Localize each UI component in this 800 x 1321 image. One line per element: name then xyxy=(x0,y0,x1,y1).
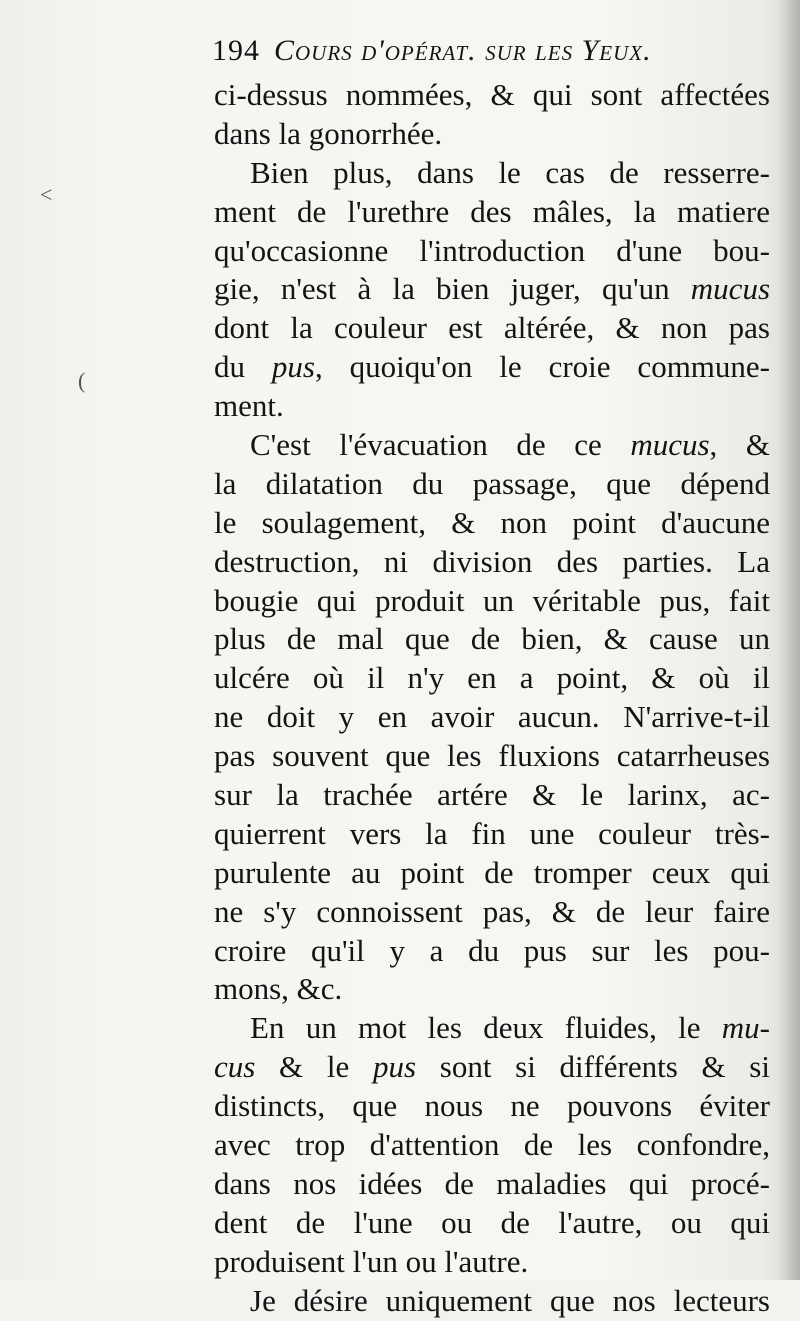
text-line: dans la gonorrhée. xyxy=(214,115,443,151)
running-head xyxy=(212,30,772,74)
text-segment: du xyxy=(214,349,245,385)
text-line: avec trop d'attention de les confondre, xyxy=(214,1127,770,1163)
text-line: la dilatation du passage, que dépend xyxy=(214,465,770,501)
text-line: plus de mal que de bien, & cause un xyxy=(214,621,770,657)
text-line xyxy=(214,270,770,309)
text-segment: sont si différents & si xyxy=(439,1049,770,1085)
text-line: le soulagement, & non point d'aucune xyxy=(214,504,770,540)
text-line: croire qu'il y a du pus sur les pou- xyxy=(214,932,770,968)
text-line: ment de l'urethre des mâles, la matiere xyxy=(214,193,770,229)
text-line: Je désire uniquement que nos lecteurs xyxy=(250,1282,770,1318)
text-line: Bien plus, dans le cas de resserre- xyxy=(250,154,770,190)
margin-mark: ( xyxy=(78,368,86,393)
text-line: ment. xyxy=(214,388,284,424)
text-segment: & le xyxy=(279,1049,350,1085)
text-line xyxy=(214,1048,770,1087)
text-line: qu'occasionne l'introduction d'une bou- xyxy=(214,232,770,268)
text-line xyxy=(214,426,770,465)
page-number: 194 xyxy=(212,34,260,67)
text-line: dans nos idées de maladies qui procé- xyxy=(214,1165,770,1201)
text-line: produisent l'un ou l'autre. xyxy=(214,1243,529,1279)
text-line: distincts, que nous ne pouvons éviter xyxy=(214,1088,770,1124)
text-line: ne s'y connoissent pas, & de leur faire xyxy=(214,893,770,929)
italic-term: pus xyxy=(372,1049,417,1085)
text-line: bougie qui produit un véritable pus, fait xyxy=(214,582,770,618)
text-line: ci-dessus nommées, & qui sont affectées xyxy=(214,77,770,112)
italic-term: cus xyxy=(214,1049,256,1085)
text-line: destruction, ni division des parties. La xyxy=(214,543,770,579)
text-line: dent de l'une ou de l'autre, ou qui xyxy=(214,1204,770,1240)
text-line: ne doit y en avoir aucun. N'arrive-t-il xyxy=(214,699,770,735)
italic-term: mucus xyxy=(690,271,771,307)
italic-term: pus xyxy=(271,349,315,385)
italic-term: mu- xyxy=(721,1010,770,1046)
body-text xyxy=(214,76,770,1321)
text-line: mons, &c. xyxy=(214,971,343,1007)
text-line: quierrent vers la fin une couleur très- xyxy=(214,815,770,851)
text-line xyxy=(214,1009,770,1048)
text-segment: , quoiqu'on le croie commune- xyxy=(315,349,771,385)
text-line: pas souvent que les fluxions catarrheuses xyxy=(214,738,770,774)
text-line: sur la trachée artére & le larinx, ac- xyxy=(214,777,770,813)
text-line xyxy=(214,348,770,387)
text-segment: C'est l'évacuation de ce xyxy=(250,427,602,463)
running-title: Cours d'opérat. sur les Yeux. xyxy=(274,34,652,67)
text-segment: , & xyxy=(709,427,770,463)
text-line: ulcére où il n'y en a point, & où il xyxy=(214,660,770,696)
italic-term: mucus xyxy=(630,427,710,463)
text-segment: En un mot les deux fluides, le xyxy=(250,1010,701,1046)
page-edge-shadow xyxy=(778,0,800,1280)
text-segment: gie, n'est à la bien juger, qu'un xyxy=(214,271,670,307)
text-line: dont la couleur est altérée, & non pas xyxy=(214,310,770,346)
margin-mark: < xyxy=(40,182,53,207)
text-line: purulente au point de tromper ceux qui xyxy=(214,854,770,890)
